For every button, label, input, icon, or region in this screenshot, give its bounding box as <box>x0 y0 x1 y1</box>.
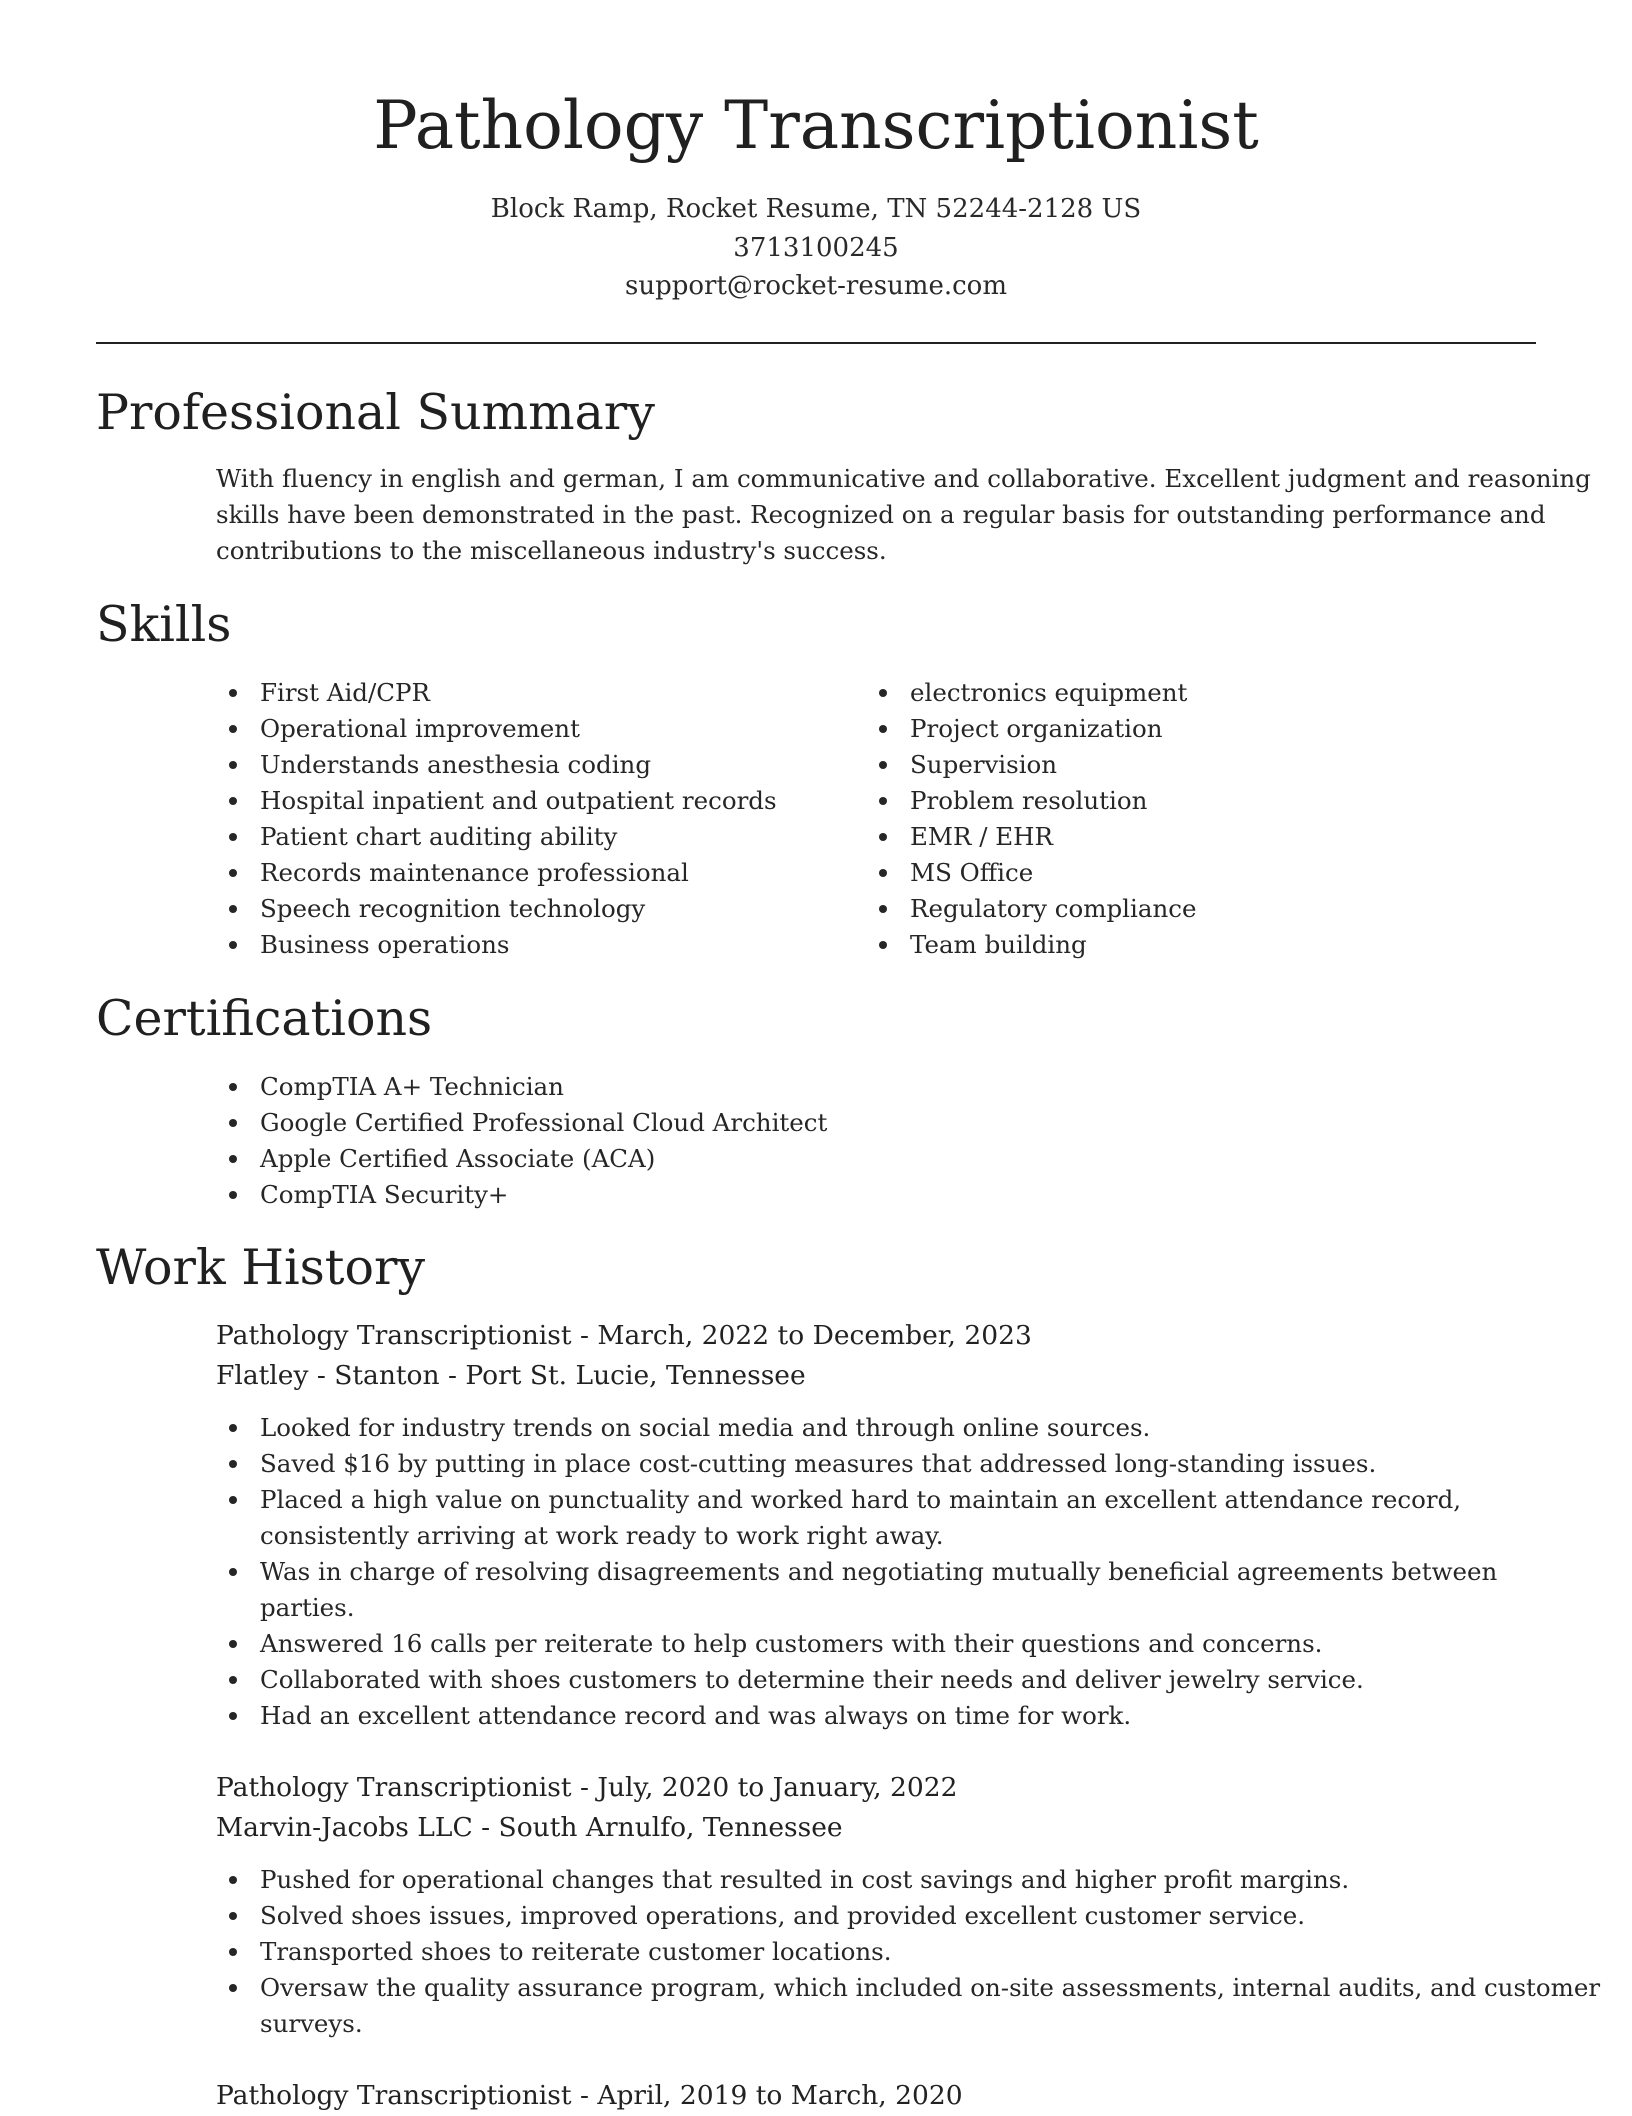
skill-item: Regulatory compliance <box>866 891 1196 927</box>
skill-item: Problem resolution <box>866 783 1196 819</box>
job-company-line: Marvin-Jacobs LLC - South Arnulfo, Tennessee <box>216 1812 843 1843</box>
summary-line: skills have been demonstrated in the past. Recognized on a regular basis for outstanding performance and <box>216 500 1546 529</box>
job-title-line: Pathology Transcriptionist - July, 2020 to January, 2022 <box>216 1772 958 1803</box>
certification-item: CompTIA Security+ <box>216 1177 827 1213</box>
certification-item: Apple Certified Associate (ACA) <box>216 1141 827 1177</box>
contact-address: Block Ramp, Rocket Resume, TN 52244-2128 US <box>490 194 1142 224</box>
skill-item: Records maintenance professional <box>216 855 777 891</box>
job-bullet: Placed a high value on punctuality and worked hard to maintain an excellent attendance record, consistently arriving at work ready to work right away. <box>216 1482 1497 1554</box>
summary-line: With fluency in english and german, I am communicative and collaborative. Excellent judgment and reasoning <box>216 464 1591 493</box>
contact-email[interactable]: support@rocket-resume.com <box>624 271 1007 301</box>
skills-list-left <box>216 675 777 963</box>
skill-item: EMR / EHR <box>866 819 1196 855</box>
job-bullet: Collaborated with shoes customers to determine their needs and deliver jewelry service. <box>216 1662 1497 1698</box>
skill-item: electronics equipment <box>866 675 1196 711</box>
job-title-line: Pathology Transcriptionist - March, 2022 to December, 2023 <box>216 1320 1032 1351</box>
resume-name: Pathology Transcriptionist <box>373 87 1259 164</box>
job-bullet: Had an excellent attendance record and was always on time for work. <box>216 1698 1497 1734</box>
header-divider <box>96 342 1536 344</box>
job-bullets <box>216 1410 1497 1734</box>
work-history-heading: Work History <box>96 1239 426 1296</box>
job-bullets <box>216 1862 1600 2042</box>
job-bullet: Saved $16 by putting in place cost-cutting measures that addressed long-standing issues. <box>216 1446 1497 1482</box>
summary-text <box>216 461 1591 569</box>
job-bullet: Answered 16 calls per reiterate to help customers with their questions and concerns. <box>216 1626 1497 1662</box>
skills-list-right <box>866 675 1196 963</box>
summary-line: contributions to the miscellaneous industry's success. <box>216 536 887 565</box>
skill-item: Hospital inpatient and outpatient records <box>216 783 777 819</box>
summary-heading: Professional Summary <box>96 384 655 441</box>
job-bullet: Looked for industry trends on social media and through online sources. <box>216 1410 1497 1446</box>
skill-item: Project organization <box>866 711 1196 747</box>
skill-item: MS Office <box>866 855 1196 891</box>
skill-item: First Aid/CPR <box>216 675 777 711</box>
job-bullet: Pushed for operational changes that resulted in cost savings and higher profit margins. <box>216 1862 1600 1898</box>
job-title-line: Pathology Transcriptionist - April, 2019 to March, 2020 <box>216 2080 963 2111</box>
contact-phone: 3713100245 <box>733 233 899 263</box>
certifications-list <box>216 1069 827 1213</box>
certification-item: CompTIA A+ Technician <box>216 1069 827 1105</box>
job-bullet: Solved shoes issues, improved operations, and provided excellent customer service. <box>216 1898 1600 1934</box>
job-bullet: Oversaw the quality assurance program, which included on-site assessments, internal audits, and customer surveys. <box>216 1970 1600 2042</box>
skills-heading: Skills <box>96 596 232 653</box>
job-bullet: Transported shoes to reiterate customer locations. <box>216 1934 1600 1970</box>
certification-item: Google Certified Professional Cloud Architect <box>216 1105 827 1141</box>
skill-item: Understands anesthesia coding <box>216 747 777 783</box>
certifications-heading: Certifications <box>96 990 433 1047</box>
skill-item: Speech recognition technology <box>216 891 777 927</box>
skill-item: Team building <box>866 927 1196 963</box>
skill-item: Operational improvement <box>216 711 777 747</box>
job-bullet: Was in charge of resolving disagreements and negotiating mutually beneficial agreements between parties. <box>216 1554 1497 1626</box>
skill-item: Supervision <box>866 747 1196 783</box>
skill-item: Business operations <box>216 927 777 963</box>
job-company-line: Flatley - Stanton - Port St. Lucie, Tennessee <box>216 1360 806 1391</box>
skill-item: Patient chart auditing ability <box>216 819 777 855</box>
